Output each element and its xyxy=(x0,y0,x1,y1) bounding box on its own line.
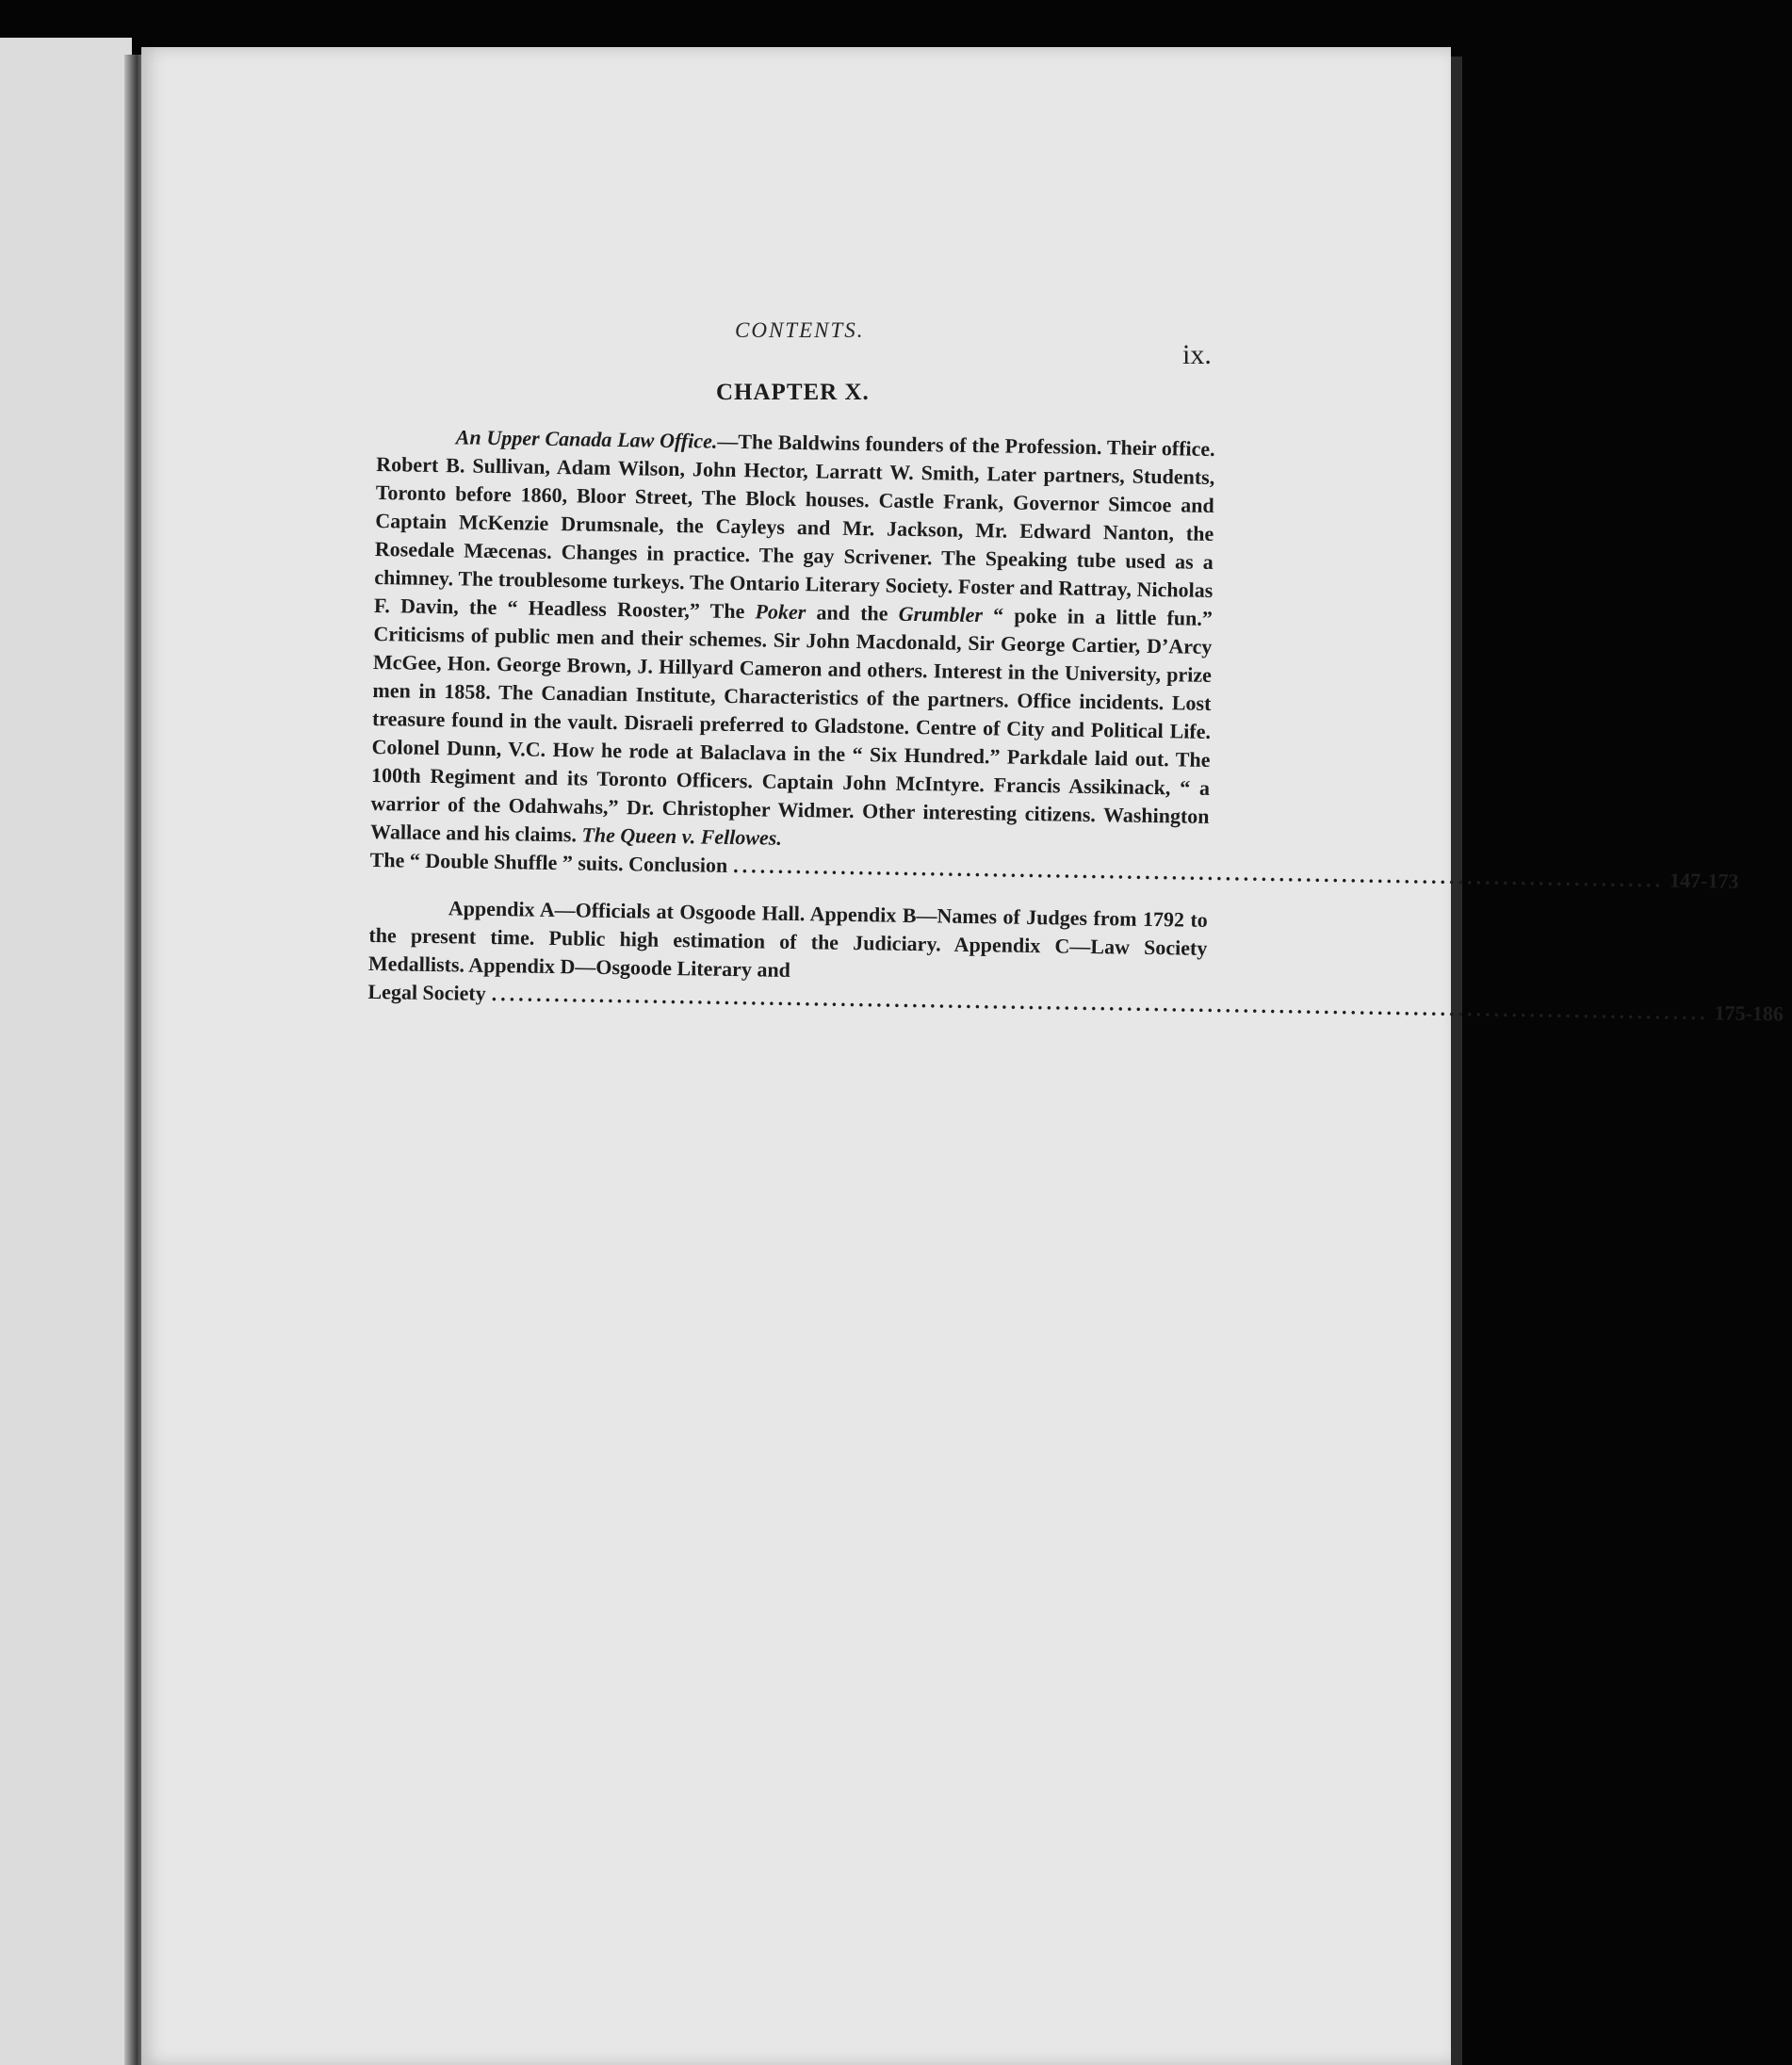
chapter-summary-text: —The Baldwins founders of the Profession. Their office. Robert B. Sullivan, Adam Wilson, John Hector, Larratt W. Smith, Later partners, Students, Toronto before 1860, Bloor Street, The Block houses. Castle Frank, Governor Simcoe and Captain McKenzie Drumsnale, the Cayleys and Mr. Jackson, Mr. Edward Nanton, the Rosedale Mæcenas. Changes in practice. The gay Scrivener. The Speaking tube used as a chimney. The troublesome turkeys. The Ontario Literary Society. Foster and Rattray, Nicholas F. Davin, the “ Headless Rooster,” The xyxy=(373,429,1215,624)
page-edge-shadow xyxy=(1451,57,1462,2065)
appendix-page-range: 175-186 xyxy=(1714,1000,1784,1026)
page-number: ix. xyxy=(1182,339,1212,370)
appendix-summary: Appendix A—Officials at Osgoode Hall. Appendix B—Names of Judges from 1792 to the present time. Public high estimation of the Judiciary. Appendix C—Law Society Medallists. Appendix D—Osgoode Literary and xyxy=(367,896,1209,982)
dot-leader: ........................................................................................................ xyxy=(733,854,1665,892)
dot-leader: ........................................................................................................................................ xyxy=(491,981,1709,1025)
chapter-last-line: The “ Double Shuffle ” suits. Conclusion xyxy=(369,847,728,877)
chapter-summary xyxy=(370,422,1215,859)
chapter-lead-title: An Upper Canada Law Office. xyxy=(455,425,718,453)
chapter-summary-text-2: “ poke in a little fun.” Criticisms of public men and their schemes. Sir John Macdonald, Sir George Cartier, D’Arcy McGee, Hon. George Brown, J. Hillyard Cameron and others. Interest in the University, prize men in 1858. The Canadian Institute, Characteristics of the partners. Office incidents. Lost treasure found in the vault. Disraeli preferred to Gladstone. Centre of City and Political Life. Colonel Dunn, V.C. How he rode at Balaclava in the “ Six Hundred.” Parkdale laid out. The 100th Regiment and its Toronto Officers. Captain John McIntyre. Francis Assikinack, “ a warrior of the Odahwahs,” Dr. Christopher Widmer. Other interesting citizens. Washington Wallace and his claims. xyxy=(369,603,1214,847)
chapter-page-range: 147-173 xyxy=(1669,868,1739,893)
appendix-last-line: Legal Society xyxy=(367,979,486,1005)
summary-connector: and the xyxy=(806,600,899,626)
grumbler-title: Grumbler xyxy=(898,601,984,627)
case-title: The Queen v. Fellowes. xyxy=(581,822,783,850)
chapter-title: CHAPTER X. xyxy=(716,380,870,405)
book-page xyxy=(141,47,1451,2065)
contents-entries xyxy=(367,422,1784,1026)
running-head: CONTENTS. xyxy=(735,318,865,342)
poker-title: Poker xyxy=(755,599,806,625)
facing-page-edge xyxy=(0,38,132,2065)
